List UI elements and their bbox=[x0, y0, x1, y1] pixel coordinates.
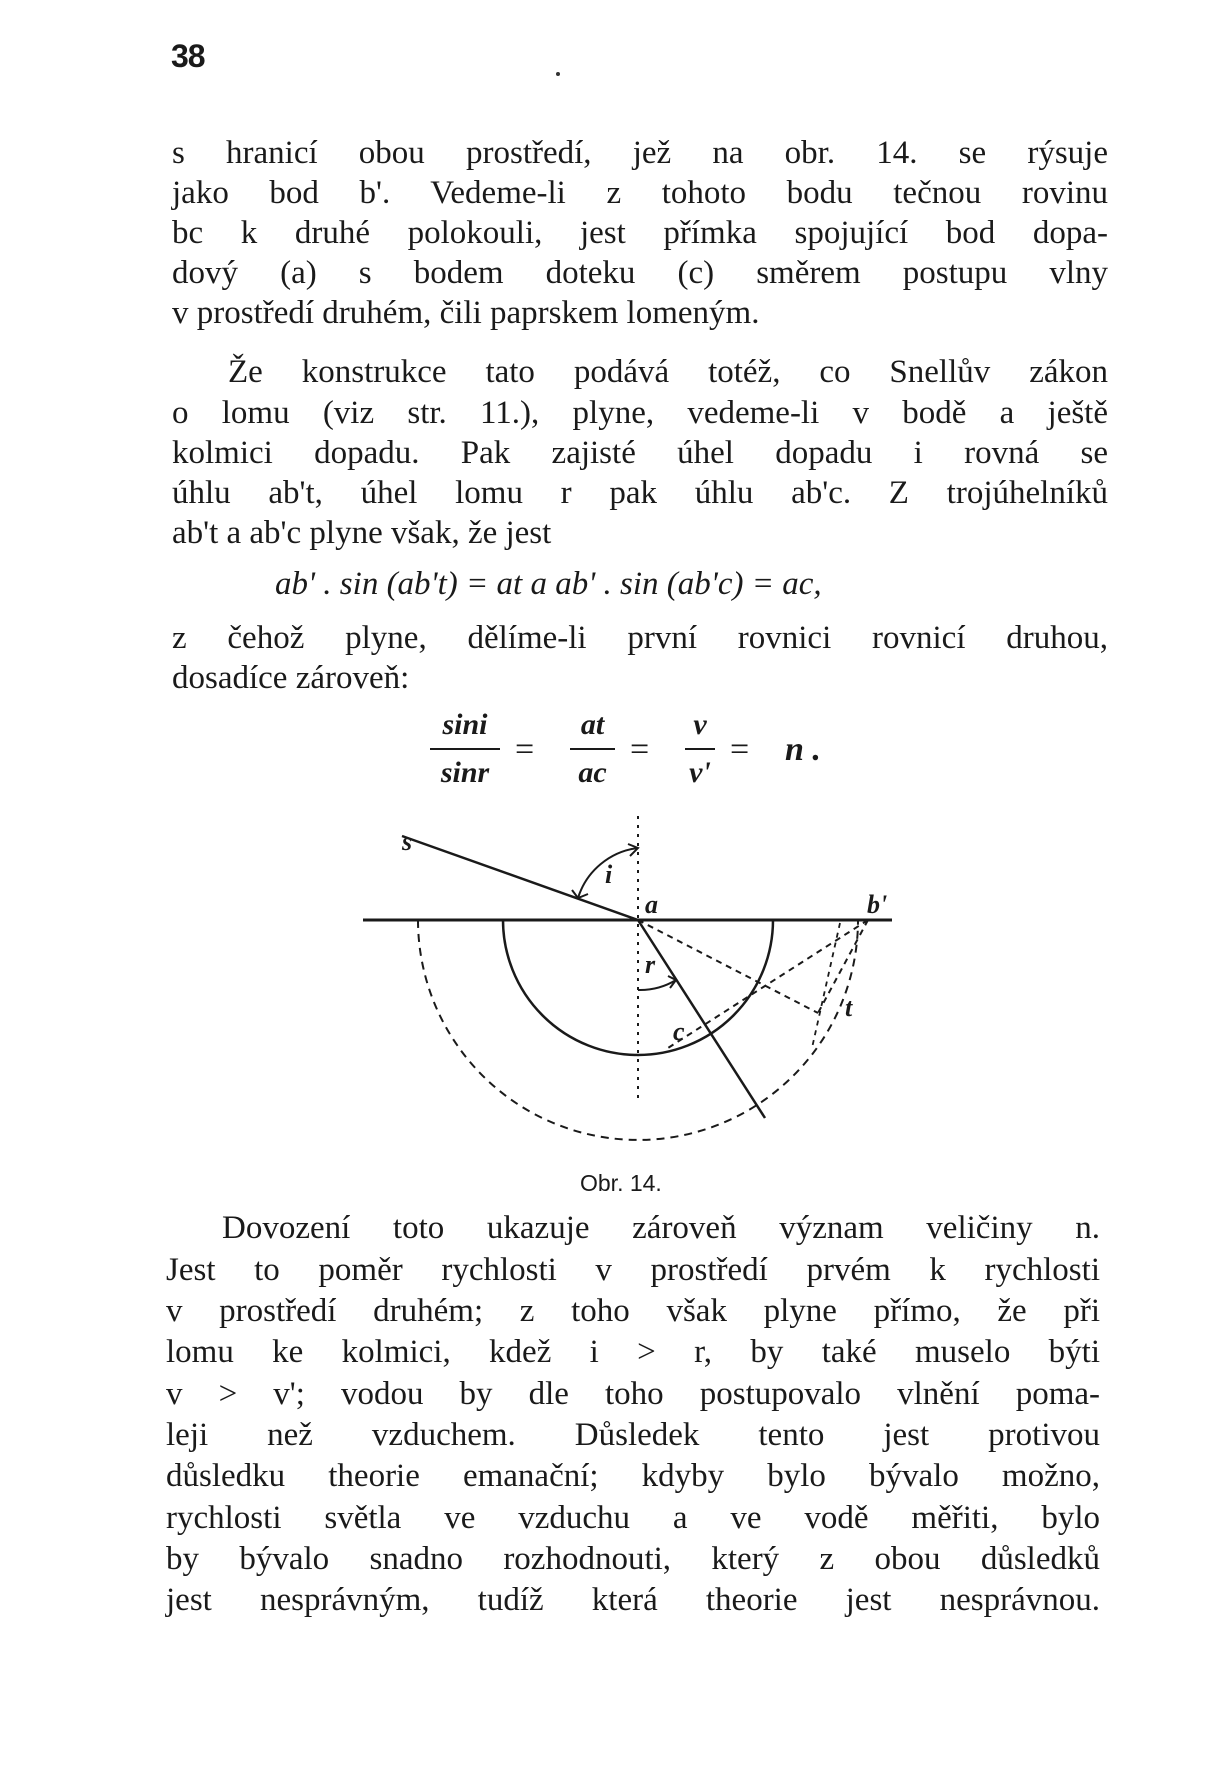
text-line: leji než vzduchem. Důsledek tento jest protivou bbox=[166, 1417, 1100, 1453]
label-s: s bbox=[402, 827, 413, 856]
fraction-distances bbox=[570, 708, 615, 792]
text-line: Že konstrukce tato podává totéž, co Snellův zákon bbox=[228, 354, 1108, 390]
label-c: c bbox=[673, 1017, 685, 1046]
text-line: s hranicí obou prostředí, jež na obr. 14. se rýsuje bbox=[172, 135, 1108, 171]
text-line: z čehož plyne, dělíme-li první rovnici rovnicí druhou, bbox=[172, 620, 1108, 656]
page-number: 38 bbox=[171, 38, 205, 74]
figure-caption: Obr. 14. bbox=[580, 1170, 662, 1196]
text-line: v prostředí druhém; z toho však plyne přímo, že při bbox=[166, 1293, 1100, 1329]
text-line: by bývalo snadno rozhodnouti, který z obou důsledků bbox=[166, 1541, 1100, 1577]
denominator: v' bbox=[689, 756, 711, 789]
refracted-ray bbox=[638, 920, 765, 1118]
text-line: v > v'; vodou by dle toho postupovalo vlnění poma- bbox=[166, 1376, 1100, 1412]
text-line: dosadíce zároveň: bbox=[172, 660, 410, 696]
denominator: sinr bbox=[440, 756, 490, 789]
refraction-diagram bbox=[340, 808, 940, 1168]
label-a: a bbox=[645, 890, 658, 919]
angle-arc-r bbox=[638, 980, 676, 990]
numerator: v bbox=[693, 708, 707, 741]
fraction-bar bbox=[430, 748, 500, 750]
text-line: o lomu (viz str. 11.), plyne, vedeme-li v bodě a ještě bbox=[172, 395, 1108, 431]
equals-sign: = bbox=[630, 731, 650, 768]
equals-sign: = bbox=[730, 731, 750, 768]
text-line: jako bod b'. Vedeme-li z tohoto bodu tečnou rovinu bbox=[172, 175, 1108, 211]
label-r: r bbox=[645, 950, 656, 979]
text-line: důsledku theorie emanační; kdyby bylo bývalo možno, bbox=[166, 1458, 1100, 1494]
text-line: kolmici dopadu. Pak zajisté úhel dopadu i rovná se bbox=[172, 435, 1108, 471]
numerator: sini bbox=[442, 708, 488, 741]
fraction-sin bbox=[430, 708, 500, 792]
label-b: b' bbox=[867, 890, 888, 919]
text-line: bc k druhé polokouli, jest přímka spojující bod dopa- bbox=[172, 215, 1108, 251]
text-line: dový (a) s bodem doteku (c) směrem postupu vlny bbox=[172, 255, 1108, 291]
line-at bbox=[638, 920, 818, 1013]
text-line: rychlosti světla ve vzduchu a ve vodě měřiti, bylo bbox=[166, 1500, 1100, 1536]
snell-equation bbox=[430, 708, 880, 808]
text-line: Dovození toto ukazuje zároveň význam veličiny n. bbox=[222, 1210, 1100, 1246]
text-line: Jest to poměr rychlosti v prostředí prvém k rychlosti bbox=[166, 1252, 1100, 1288]
label-t: t bbox=[845, 993, 853, 1022]
text-line: ab't a ab'c plyne však, že jest bbox=[172, 515, 552, 551]
refractive-index: n . bbox=[785, 731, 821, 768]
fraction-velocities bbox=[685, 708, 715, 792]
label-i: i bbox=[605, 860, 613, 889]
text-line: jest nesprávným, tudíž která theorie jest nesprávnou. bbox=[166, 1582, 1100, 1618]
equals-sign: = bbox=[515, 731, 535, 768]
text-line: lomu ke kolmici, kdež i > r, by také muselo býti bbox=[166, 1334, 1100, 1370]
fraction-bar bbox=[685, 748, 715, 750]
print-speck bbox=[556, 72, 560, 76]
tangent-line-bc bbox=[668, 920, 868, 1048]
numerator: at bbox=[580, 708, 605, 741]
denominator: ac bbox=[578, 756, 607, 789]
fraction-bar bbox=[570, 748, 615, 750]
formula-sine-relations: ab' . sin (ab't) = at a ab' . sin (ab'c) = ac, bbox=[275, 566, 822, 602]
text-line: v prostředí druhém, čili paprskem lomeným. bbox=[172, 295, 760, 331]
text-line: úhlu ab't, úhel lomu r pak úhlu ab'c. Z trojúhelníků bbox=[172, 475, 1108, 511]
incident-ray bbox=[402, 836, 638, 920]
